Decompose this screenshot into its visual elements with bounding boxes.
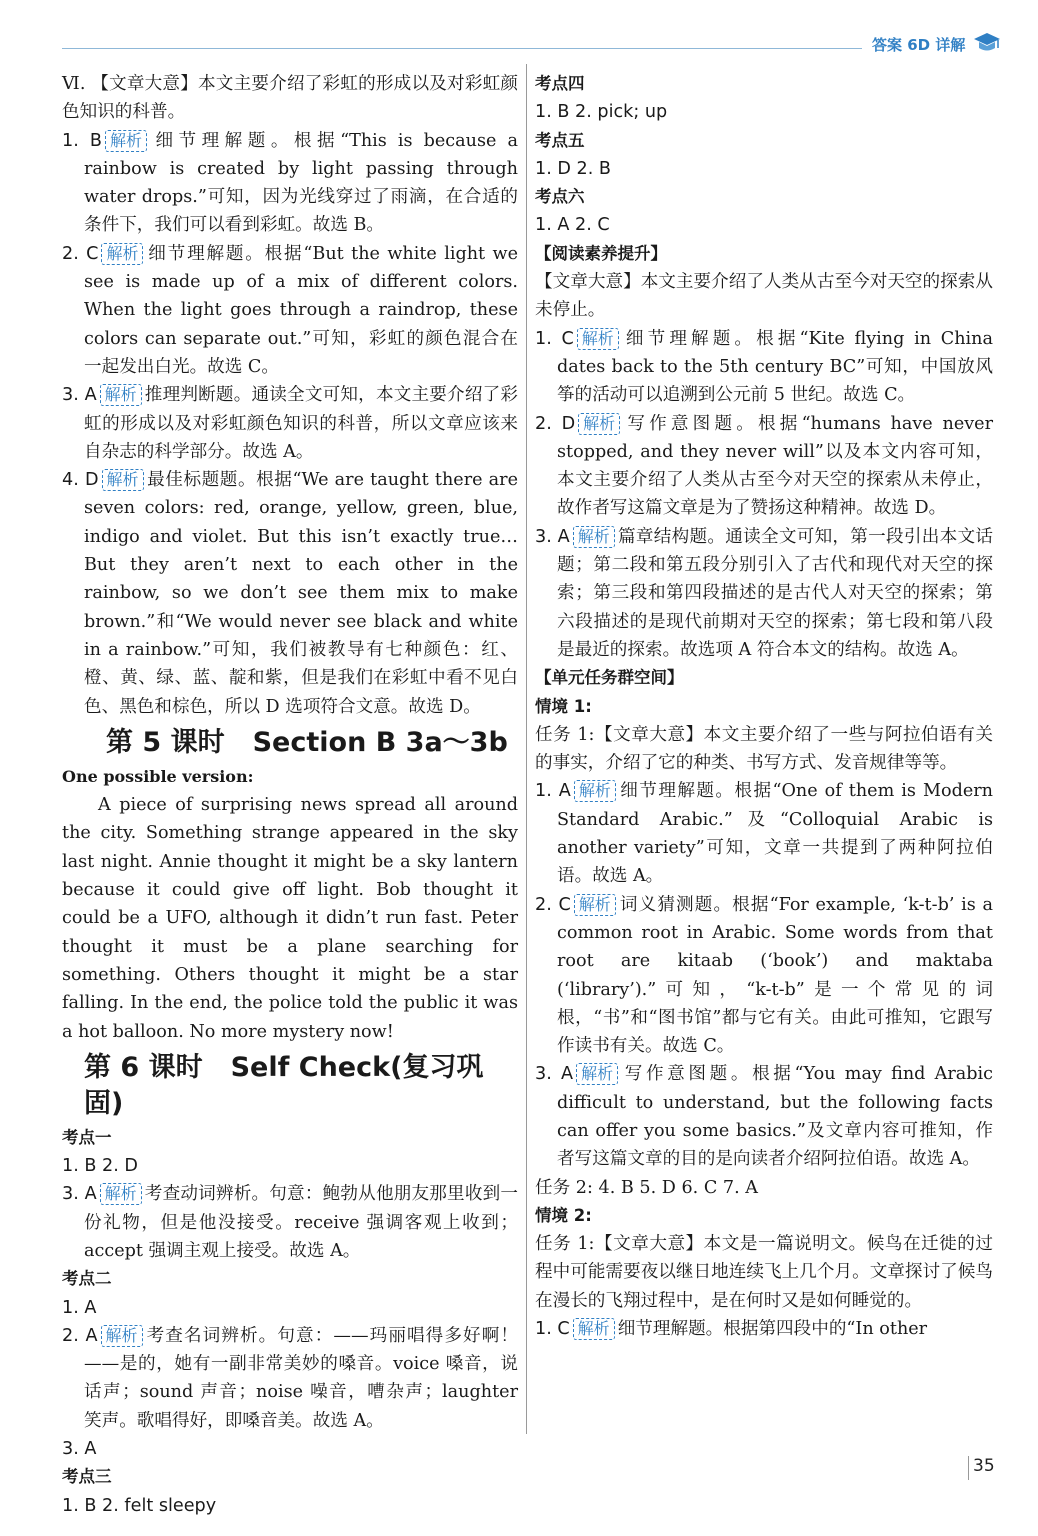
lesson-5-heading: 第 5 课时 Section B 3a～3b [106, 726, 508, 758]
version-label: One possible version: [62, 766, 254, 786]
page-number: 35 [968, 1456, 1003, 1480]
analysis-tag: 解析 [577, 328, 619, 350]
answer-item: 3. A 解析 篇章结构题。通读全文可知，第一段引出本文话题；第二段和第五段分别引入了古代和现代对天空的探索；第三段和第四段描述的是古代人对天空的探索；第六段描述的是现代前期对天空的探索；第七段和第八段是最近的探索。故选项 A 符合本文的结构。故选 A。 [535, 526, 993, 660]
kaodian-3-answers: 1. B 2. felt sleepy [62, 1495, 217, 1516]
answer-item: 3. A 解析 考查动词辨析。句意：鲍勃从他朋友那里收到一份礼物，但是他没接受。receive 强调客观上收到；accept 强调主观上接受。故选 A。 [62, 1184, 518, 1261]
header-brand: 答案 6D 详解 [872, 36, 966, 54]
answer-item: 1. C 解析 细节理解题。根据“Kite flying in China dates back to the 5th century BC”可知，中国放风筝的活动可以追溯到公元前 5 世纪。故选 C。 [535, 328, 993, 406]
sample-essay: A piece of surprising news spread all around the city. Something strange appeared in the sky last night. Annie thought it might be a sky lantern because it could give off light. Bob thought it could be a UFO, although it didn’t run fast. Peter thought it must be a plane searching for something. Others thought it might be a star falling. In the end, the police told the public it was a hot balloon. No more mystery now! [62, 795, 518, 1042]
scene-1-label: 情境 1: [535, 696, 592, 716]
answer-item: 1. C 解析 细节理解题。根据第四段中的“In other [535, 1319, 928, 1340]
answer-item: 2. A 解析 考查名词辨析。句意：——玛丽唱得多好啊！——是的，她有一副非常美妙的嗓音。voice 嗓音，说话声；sound 声音；noise 噪音，嘈杂声；laughter 笑声。歌唱得好，即嗓音美。故选 A。 [62, 1325, 518, 1431]
analysis-tag: 解析 [574, 894, 616, 916]
lesson-6-heading: 第 6 课时 Self Check(复习巩固) [84, 1051, 484, 1119]
answer-item: 3. A 解析 推理判断题。通读全文可知，本文主要介绍了彩虹的形成以及对彩虹颜色知识的科普，所以文章应该来自杂志的科学部分。故选 A。 [62, 385, 518, 462]
kaodian-2-answer-1: 1. A [62, 1297, 97, 1318]
analysis-tag: 解析 [102, 469, 144, 491]
reading-summary: 【文章大意】本文主要介绍了人类从古至今对天空的探索从未停止。 [535, 272, 993, 321]
kaodian-5-answers: 1. D 2. B [535, 158, 611, 179]
right-column [535, 70, 993, 1343]
graduation-cap-icon [972, 30, 1002, 54]
answer-item: 2. C 解析 词义猜测题。根据“For example, ‘k-t-b’ is a common root in Arabic. Some words from that root are kitaab (‘book’) and maktaba (‘library’).”可知，“k-t-b”是一个常见的词根，“书”和“图书馆”都与它有关。由此可推知，它跟写作读书有关。故选 C。 [535, 894, 993, 1057]
task-1b-summary: 任务 1:【文章大意】本文是一篇说明文。候鸟在迁徙的过程中可能需要夜以继日地连续飞上几个月。文章探讨了候鸟在漫长的飞翔过程中，是在何时又是如何睡觉的。 [535, 1234, 993, 1311]
column-divider [526, 64, 527, 1434]
task-1-summary: 任务 1:【文章大意】本文主要介绍了一些与阿拉伯语有关的事实，介绍了它的种类、书写方式、发音规律等等。 [535, 724, 993, 774]
unit-task-heading: 【单元任务群空间】 [535, 668, 684, 688]
section-vi-summary: Ⅵ. 【文章大意】本文主要介绍了彩虹的形成以及对彩虹颜色知识的科普。 [62, 74, 518, 123]
analysis-tag: 解析 [573, 1318, 615, 1340]
analysis-tag: 解析 [576, 1063, 618, 1085]
kaodian-1-heading: 考点一 [62, 1127, 112, 1147]
analysis-tag: 解析 [573, 526, 615, 548]
kaodian-4-answers: 1. B 2. pick; up [535, 102, 668, 123]
reading-heading: 【阅读素养提升】 [535, 243, 667, 263]
kaodian-2-answer-3: 3. A [62, 1439, 97, 1460]
answer-item: 2. D 解析 写作意图题。根据“humans have never stopped, and they never will”以及本文内容可知，本文主要介绍了人类从古至今对天空的探索从未停止，故作者写这篇文章是为了赞扬这种精神。故选 D。 [535, 413, 993, 519]
kaodian-6-heading: 考点六 [535, 187, 585, 207]
analysis-tag: 解析 [101, 243, 143, 265]
kaodian-5-heading: 考点五 [535, 130, 585, 150]
answer-item: 1. B 解析 细节理解题。根据“This is because a rainbow is created by light passing through water drops.”可知，因为光线穿过了雨滴，在合适的条件下，我们可以看到彩虹。故选 B。 [62, 130, 518, 236]
task-2-answers: 任务 2: 4. B 5. D 6. C 7. A [535, 1177, 758, 1198]
kaodian-1-answers: 1. B 2. D [62, 1156, 138, 1177]
analysis-tag: 解析 [100, 384, 142, 406]
answer-item: 4. D 解析 最佳标题题。根据“We are taught there are seven colors: red, orange, yellow, green, blue, indigo and violet. But this isn’t exactly true… But they aren’t next to each other in the rainbow, so we don’t see them mix to make brown.”和“We would never see black and white in a rainbow.”可知，我们被教导有七种颜色：红、橙、黄、绿、蓝、靛和紫，但是我们在彩虹中看不见白色、黑色和棕色，所以 D 选项符合文意。故选 D。 [62, 470, 518, 717]
kaodian-4-heading: 考点四 [535, 74, 585, 93]
kaodian-3-heading: 考点三 [62, 1467, 112, 1487]
answer-item: 1. A 解析 细节理解题。根据“One of them is Modern Standard Arabic.”及“Colloquial Arabic is another variety”可知，文章一共提到了两种阿拉伯语。故选 A。 [535, 781, 993, 887]
scene-2-label: 情境 2: [535, 1205, 592, 1225]
left-column [62, 70, 518, 1520]
analysis-tag: 解析 [578, 413, 620, 435]
answer-item: 3. A 解析 写作意图题。根据“You may find Arabic difficult to understand, but the following facts can offer you some basics.”及文章内容可推知，作者写这篇文章的目的是向读者介绍阿拉伯语。故选 A。 [535, 1064, 993, 1170]
kaodian-2-heading: 考点二 [62, 1269, 112, 1289]
analysis-tag: 解析 [105, 130, 147, 152]
analysis-tag: 解析 [101, 1325, 143, 1347]
kaodian-6-answers: 1. A 2. C [535, 215, 610, 236]
analysis-tag: 解析 [574, 780, 616, 802]
answer-item: 2. C 解析 细节理解题。根据“But the white light we see is made up of a mix of different colors. When the light goes through a raindrop, these colors can separate out.”可知，彩虹的颜色混合在一起发出白光。故选 C。 [62, 243, 518, 377]
analysis-tag: 解析 [100, 1183, 142, 1205]
header-rule [62, 48, 862, 49]
